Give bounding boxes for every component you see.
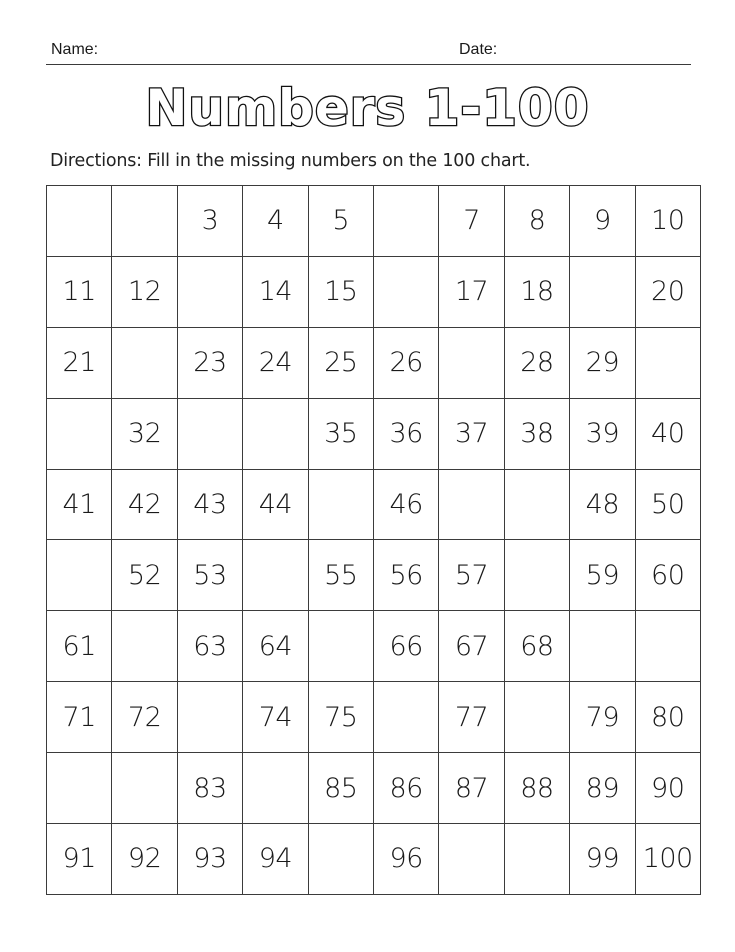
number-cell: 46 xyxy=(373,469,438,540)
chart-row xyxy=(47,256,701,327)
number-cell: 64 xyxy=(243,611,308,682)
number-cell: 94 xyxy=(243,824,308,895)
chart-row xyxy=(47,398,701,469)
number-cell: 32 xyxy=(112,398,177,469)
number-cell: 20 xyxy=(635,256,700,327)
blank-cell[interactable] xyxy=(439,327,504,398)
chart-row xyxy=(47,682,701,753)
blank-cell[interactable] xyxy=(308,469,373,540)
number-cell: 23 xyxy=(177,327,242,398)
blank-cell[interactable] xyxy=(112,753,177,824)
blank-cell[interactable] xyxy=(570,256,635,327)
number-cell: 28 xyxy=(504,327,569,398)
name-date-line xyxy=(46,40,691,65)
blank-cell[interactable] xyxy=(504,540,569,611)
number-cell: 7 xyxy=(439,186,504,257)
number-cell: 38 xyxy=(504,398,569,469)
number-cell: 21 xyxy=(47,327,112,398)
number-cell: 39 xyxy=(570,398,635,469)
number-cell: 99 xyxy=(570,824,635,895)
number-cell: 72 xyxy=(112,682,177,753)
blank-cell[interactable] xyxy=(177,682,242,753)
chart-row xyxy=(47,469,701,540)
hundred-chart-body xyxy=(47,186,701,895)
number-cell: 4 xyxy=(243,186,308,257)
number-cell: 11 xyxy=(47,256,112,327)
number-cell: 25 xyxy=(308,327,373,398)
number-cell: 100 xyxy=(635,824,700,895)
blank-cell[interactable] xyxy=(243,398,308,469)
number-cell: 10 xyxy=(635,186,700,257)
number-cell: 63 xyxy=(177,611,242,682)
chart-row xyxy=(47,186,701,257)
number-cell: 61 xyxy=(47,611,112,682)
blank-cell[interactable] xyxy=(308,824,373,895)
blank-cell[interactable] xyxy=(243,540,308,611)
blank-cell[interactable] xyxy=(47,186,112,257)
blank-cell[interactable] xyxy=(504,824,569,895)
blank-cell[interactable] xyxy=(439,824,504,895)
number-cell: 90 xyxy=(635,753,700,824)
chart-row xyxy=(47,753,701,824)
number-cell: 9 xyxy=(570,186,635,257)
number-cell: 56 xyxy=(373,540,438,611)
blank-cell[interactable] xyxy=(177,256,242,327)
number-cell: 8 xyxy=(504,186,569,257)
number-cell: 87 xyxy=(439,753,504,824)
number-cell: 74 xyxy=(243,682,308,753)
number-cell: 77 xyxy=(439,682,504,753)
number-cell: 89 xyxy=(570,753,635,824)
directions-text: Directions: Fill in the missing numbers on the 100 chart. xyxy=(50,151,531,171)
chart-row xyxy=(47,611,701,682)
number-cell: 18 xyxy=(504,256,569,327)
blank-cell[interactable] xyxy=(504,682,569,753)
number-cell: 55 xyxy=(308,540,373,611)
number-cell: 37 xyxy=(439,398,504,469)
number-cell: 29 xyxy=(570,327,635,398)
number-cell: 40 xyxy=(635,398,700,469)
number-cell: 14 xyxy=(243,256,308,327)
number-cell: 71 xyxy=(47,682,112,753)
number-cell: 88 xyxy=(504,753,569,824)
number-cell: 67 xyxy=(439,611,504,682)
number-cell: 50 xyxy=(635,469,700,540)
blank-cell[interactable] xyxy=(373,256,438,327)
blank-cell[interactable] xyxy=(47,540,112,611)
number-cell: 83 xyxy=(177,753,242,824)
number-cell: 96 xyxy=(373,824,438,895)
number-cell: 35 xyxy=(308,398,373,469)
number-cell: 17 xyxy=(439,256,504,327)
number-cell: 41 xyxy=(47,469,112,540)
number-cell: 52 xyxy=(112,540,177,611)
blank-cell[interactable] xyxy=(47,753,112,824)
number-cell: 43 xyxy=(177,469,242,540)
blank-cell[interactable] xyxy=(243,753,308,824)
number-cell: 3 xyxy=(177,186,242,257)
number-cell: 68 xyxy=(504,611,569,682)
number-cell: 59 xyxy=(570,540,635,611)
number-cell: 5 xyxy=(308,186,373,257)
blank-cell[interactable] xyxy=(112,611,177,682)
blank-cell[interactable] xyxy=(177,398,242,469)
number-cell: 36 xyxy=(373,398,438,469)
chart-row xyxy=(47,824,701,895)
blank-cell[interactable] xyxy=(373,682,438,753)
chart-row xyxy=(47,327,701,398)
number-cell: 60 xyxy=(635,540,700,611)
blank-cell[interactable] xyxy=(112,327,177,398)
number-cell: 86 xyxy=(373,753,438,824)
hundred-chart xyxy=(46,185,701,895)
blank-cell[interactable] xyxy=(308,611,373,682)
blank-cell[interactable] xyxy=(635,327,700,398)
chart-row xyxy=(47,540,701,611)
blank-cell[interactable] xyxy=(635,611,700,682)
date-label: Date: xyxy=(459,41,498,58)
blank-cell[interactable] xyxy=(439,469,504,540)
blank-cell[interactable] xyxy=(373,186,438,257)
number-cell: 44 xyxy=(243,469,308,540)
number-cell: 26 xyxy=(373,327,438,398)
blank-cell[interactable] xyxy=(570,611,635,682)
number-cell: 57 xyxy=(439,540,504,611)
number-cell: 91 xyxy=(47,824,112,895)
number-cell: 79 xyxy=(570,682,635,753)
number-cell: 42 xyxy=(112,469,177,540)
number-cell: 85 xyxy=(308,753,373,824)
number-cell: 48 xyxy=(570,469,635,540)
number-cell: 80 xyxy=(635,682,700,753)
number-cell: 53 xyxy=(177,540,242,611)
number-cell: 15 xyxy=(308,256,373,327)
number-cell: 93 xyxy=(177,824,242,895)
blank-cell[interactable] xyxy=(47,398,112,469)
name-label: Name: xyxy=(51,41,99,58)
blank-cell[interactable] xyxy=(504,469,569,540)
number-cell: 66 xyxy=(373,611,438,682)
number-cell: 12 xyxy=(112,256,177,327)
number-cell: 92 xyxy=(112,824,177,895)
blank-cell[interactable] xyxy=(112,186,177,257)
number-cell: 75 xyxy=(308,682,373,753)
number-cell: 24 xyxy=(243,327,308,398)
worksheet-title: Numbers 1-100 xyxy=(145,79,590,137)
